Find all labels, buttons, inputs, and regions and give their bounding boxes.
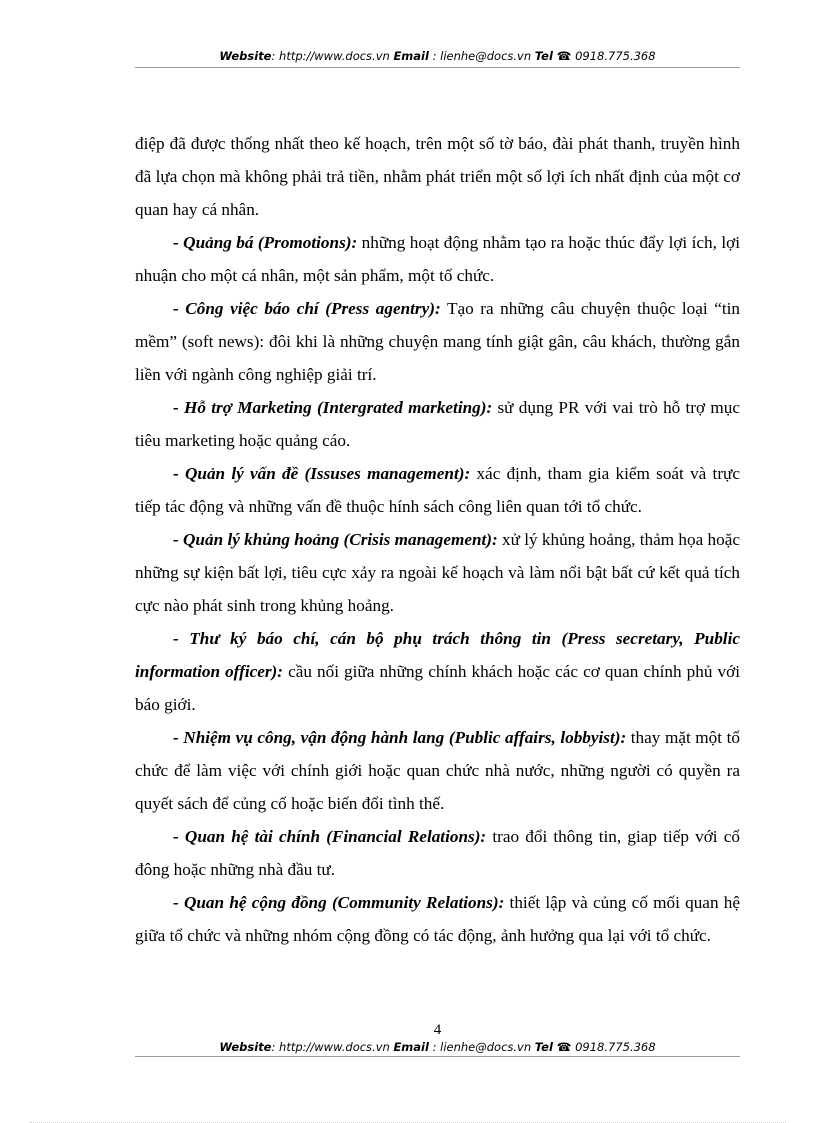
paragraph-text: trao đổi thông tin, giap tiếp với cổ đông hoặc những nhà đầu tư. <box>135 827 740 879</box>
paragraph-term: - Quan hệ cộng đồng (Community Relations): <box>173 893 505 912</box>
footer-website-value: : http://www.docs.vn <box>271 1040 394 1054</box>
footer-email-label: Email <box>393 1040 429 1054</box>
paragraph <box>135 292 740 391</box>
header-tel-value: : 0918.775.368 <box>567 49 656 63</box>
footer-website-label: Website <box>219 1040 272 1054</box>
footer-email-value: : lienhe@docs.vn <box>428 1040 535 1054</box>
footer-tel-label: Tel <box>534 1040 553 1054</box>
paragraph-text: xác định, tham gia kiểm soát và trực tiếp tác động và những vấn đề thuộc hính sách công liên quan tới tổ chức. <box>135 464 740 516</box>
header-tel-label: Tel <box>534 49 553 63</box>
paragraph-term: - Thư ký báo chí, cán bộ phụ trách thông tin (Press secretary, Public information officer): <box>135 629 740 681</box>
paragraph <box>135 457 740 523</box>
paragraph <box>135 820 740 886</box>
header-email-label: Email <box>393 49 429 63</box>
paragraph-term: - Hỗ trợ Marketing (Intergrated marketing): <box>173 398 493 417</box>
telephone-icon: ☎ <box>556 49 571 63</box>
paragraph-term: - Quản lý vấn đề (Issuses management): <box>173 464 471 483</box>
document-body <box>135 127 740 952</box>
paragraph-term: - Quản lý khủng hoảng (Crisis management): <box>173 530 498 549</box>
paragraph <box>135 886 740 952</box>
paragraph <box>135 226 740 292</box>
paragraph-text: những hoạt động nhằm tạo ra hoặc thúc đẩy lợi ích, lợi nhuận cho một cá nhân, một sản phẩm, một tổ chức. <box>135 233 741 285</box>
paragraph <box>135 523 740 622</box>
paragraph-text: sử dụng PR với vai trò hỗ trợ mục tiêu marketing hoặc quảng cáo. <box>135 398 740 450</box>
paragraph-text: cầu nối giữa những chính khách hoặc các cơ quan chính phủ với báo giới. <box>135 662 740 714</box>
paragraph-term: - Nhiệm vụ công, vận động hành lang (Public affairs, lobbyist): <box>173 728 627 747</box>
page-footer <box>135 1040 740 1054</box>
footer-tel-value: : 0918.775.368 <box>567 1040 656 1054</box>
paragraph <box>135 127 740 226</box>
paragraph-term: - Công việc báo chí (Press agentry): <box>173 299 441 318</box>
paragraph <box>135 622 740 721</box>
header-website-value: : http://www.docs.vn <box>271 49 394 63</box>
header-website-label: Website <box>219 49 272 63</box>
footer-rule <box>135 1056 740 1057</box>
paragraph-text: xử lý khủng hoảng, thảm họa hoặc những sự kiện bất lợi, tiêu cực xảy ra ngoài kế hoạch và làm nổi bật bất cứ kết quả tích cực nào phát sinh trong khủng hoảng. <box>135 530 740 615</box>
page-header <box>135 49 740 63</box>
paragraph-text: thay mặt một tổ chức để làm việc với chính giới hoặc quan chức nhà nước, những người có quyền ra quyết sách để củng cố hoặc biến đổi tình thế. <box>135 728 740 813</box>
page-number: 4 <box>433 1022 442 1038</box>
paragraph-text: điệp đã được thống nhất theo kế hoạch, trên một số tờ báo, đài phát thanh, truyền hình đã lựa chọn mà không phải trả tiền, nhằm phát triển một số lợi ích nhất định của một cơ quan hay cá nhân. <box>135 134 740 219</box>
paragraph-term: - Quan hệ tài chính (Financial Relations): <box>173 827 487 846</box>
header-email-value: : lienhe@docs.vn <box>428 49 535 63</box>
paragraph <box>135 721 740 820</box>
paragraph <box>135 391 740 457</box>
telephone-icon: ☎ <box>556 1040 571 1054</box>
paragraph-text: thiết lập và củng cố mối quan hệ giữa tổ chức và những nhóm cộng đồng có tác động, ảnh hưởng qua lại với tổ chức. <box>135 893 740 945</box>
paragraph-text: Tạo ra những câu chuyện thuộc loại “tin mềm” (soft news): đôi khi là những chuyện mang tính giật gân, câu khách, thường gắn liền với ngành công nghiệp giải trí. <box>135 299 740 384</box>
header-rule <box>135 67 740 68</box>
paragraph-term: - Quảng bá (Promotions): <box>173 233 358 252</box>
